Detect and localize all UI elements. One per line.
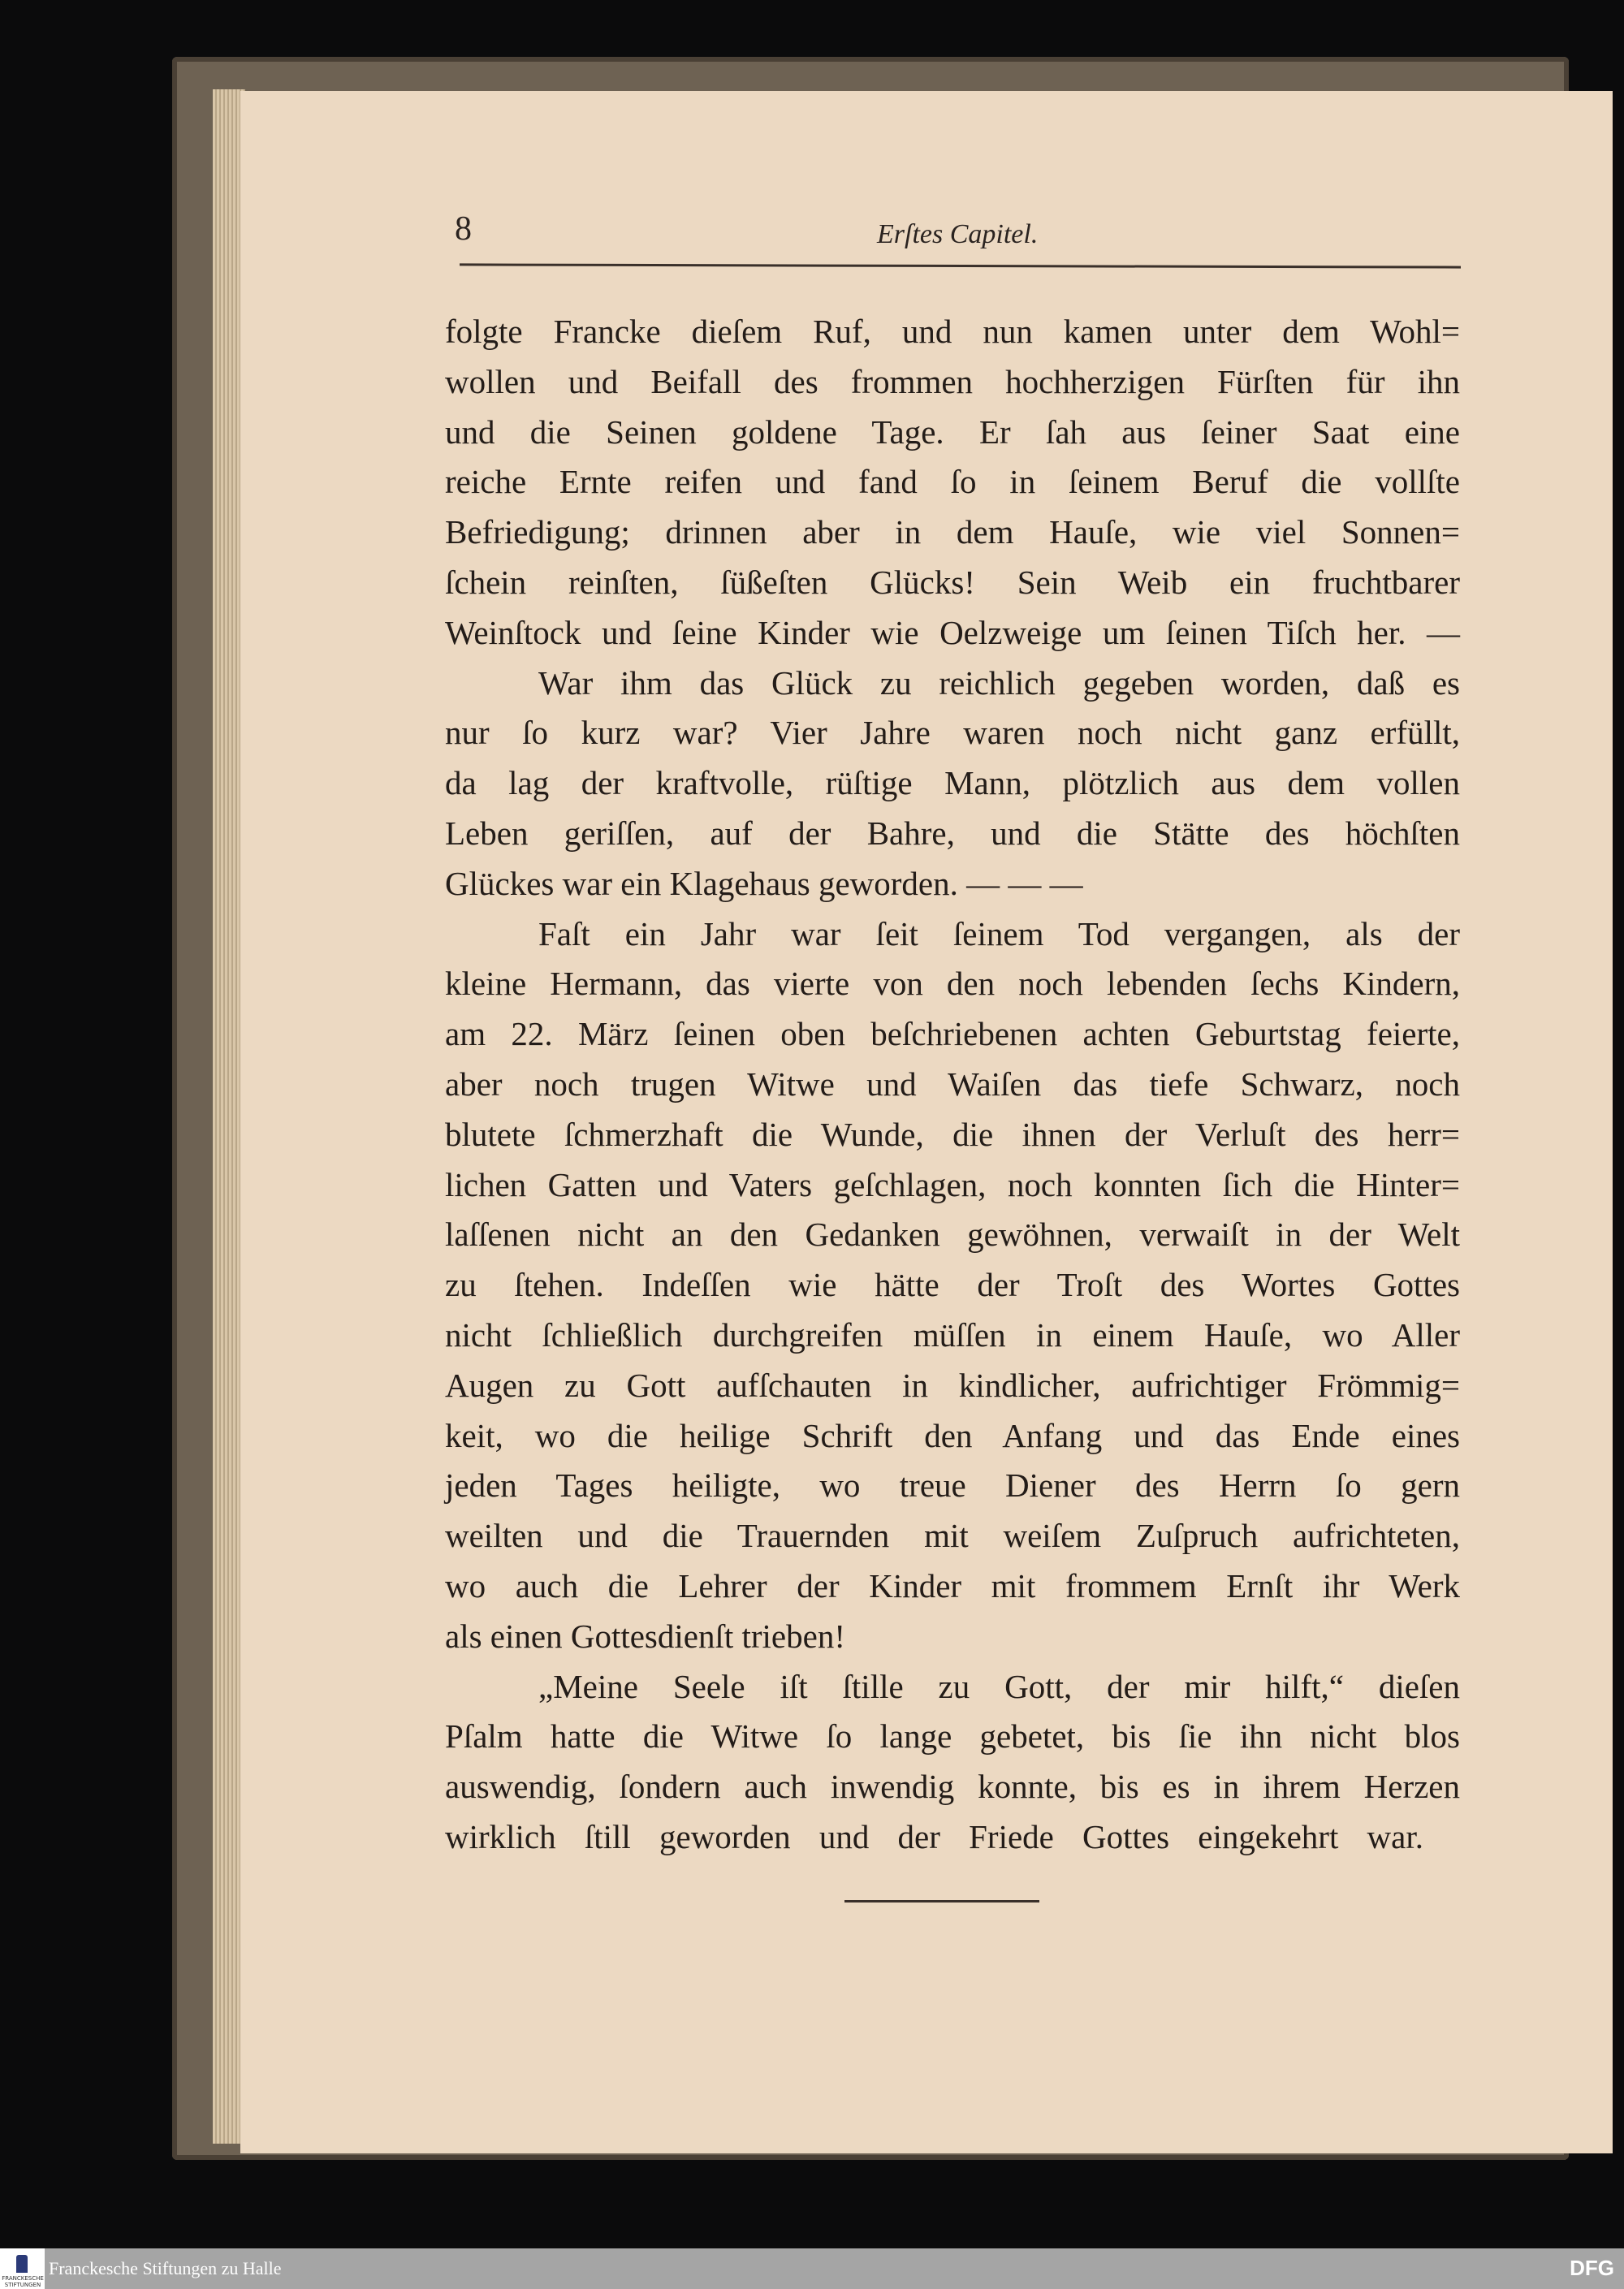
text-line: laſſenen nicht an den Gedanken gewöhnen, verwaiſt in der Welt [445,1216,1460,1254]
text-line: ſchein reinſten, ſüßeſten Glücks! Sein Weib ein fruchtbarer [445,563,1460,601]
text-line: aber noch trugen Witwe und Waiſen das tiefe Schwarz, noch [445,1065,1460,1103]
text-line: Pſalm hatte die Witwe ſo lange gebetet, bis ſie ihn nicht blos [445,1717,1460,1756]
text-line: „Meine Seele iſt ſtille zu Gott, der mir hilft,“ dieſen [538,1667,1460,1705]
text-line: weilten und die Trauernden mit weiſem Zuſpruch aufrichteten, [445,1517,1460,1555]
text-line: wirklich ſtill geworden und der Friede Gottes eingekehrt war. [445,1817,1423,1855]
text-line: nur ſo kurz war? Vier Jahre waren noch nicht ganz erfüllt, [445,714,1460,752]
text-line: keit, wo die heilige Schrift den Anfang und das Ende eines [445,1416,1460,1454]
page-number: 8 [455,210,472,248]
text-line: Leben geriſſen, auf der Bahre, und die Stätte des höchſten [445,814,1460,852]
running-head: Erſtes Capitel. [877,219,1039,249]
text-line: Glückes war ein Klagehaus geworden. — — — [445,864,1083,902]
dfg-logo: DFG [1570,2256,1614,2280]
text-line: jeden Tages heiligte, wo treue Diener des Herrn ſo gern [445,1466,1460,1505]
text-line: reiche Ernte reifen und fand ſo in ſeinem Beruf die vollſte [445,463,1460,501]
text-line: folgte Francke dieſem Ruf, und nun kamen unter dem Wohl= [445,313,1460,350]
text-line: wo auch die Lehrer der Kinder mit frommem Ernſt ihr Werk [445,1566,1460,1604]
text-line: War ihm das Glück zu reichlich gegeben worden, daß es [538,663,1460,702]
institution-name: Franckesche Stiftungen zu Halle [49,2258,282,2278]
logo-caption: FRANCKESCHE STIFTUNGEN [2,2275,44,2288]
text-line: Faſt ein Jahr war ſeit ſeinem Tod vergangen, als der [538,914,1460,952]
statue-icon [16,2255,28,2273]
text-line: auswendig, ſondern auch inwendig konnte, bis es in ihrem Herzen [445,1768,1460,1806]
text-line: Weinſtock und ſeine Kinder wie Oelzweige um ſeinen Tiſch her. — [445,613,1460,651]
text-line: am 22. März ſeinen oben beſchriebenen achten Geburtstag feierte, [445,1015,1460,1053]
text-line: lichen Gatten und Vaters geſchlagen, noch konnten ſich die Hinter= [445,1165,1460,1203]
text-line: zu ſtehen. Indeſſen wie hätte der Troſt des Wortes Gottes [445,1266,1460,1304]
end-rule [844,1900,1039,1902]
text-line: blutete ſchmerzhaft die Wunde, die ihnen der Verluſt des herr= [445,1115,1460,1153]
text-line: und die Seinen goldene Tage. Er ſah aus ſeiner Saat eine [445,412,1460,451]
institution-logo [0,2248,45,2289]
viewer-footer [0,2248,1624,2289]
text-line: Augen zu Gott aufſchauten in kindlicher, aufrichtiger Frömmig= [445,1366,1460,1404]
text-line: Befriedigung; drinnen aber in dem Hauſe, wie viel Sonnen= [445,513,1460,551]
text-line: da lag der kraftvolle, rüſtige Mann, plötzlich aus dem vollen [445,764,1460,802]
text-line: kleine Hermann, das vierte von den noch lebenden ſechs Kindern, [445,965,1460,1003]
body-text [445,307,1460,1863]
text-line: nicht ſchließlich durchgreifen müſſen in einem Hauſe, wo Aller [445,1315,1460,1354]
text-line: wollen und Beifall des frommen hochherzigen Fürſten für ihn [445,362,1460,400]
text-line: als einen Gottesdienſt trieben! [445,1617,845,1655]
